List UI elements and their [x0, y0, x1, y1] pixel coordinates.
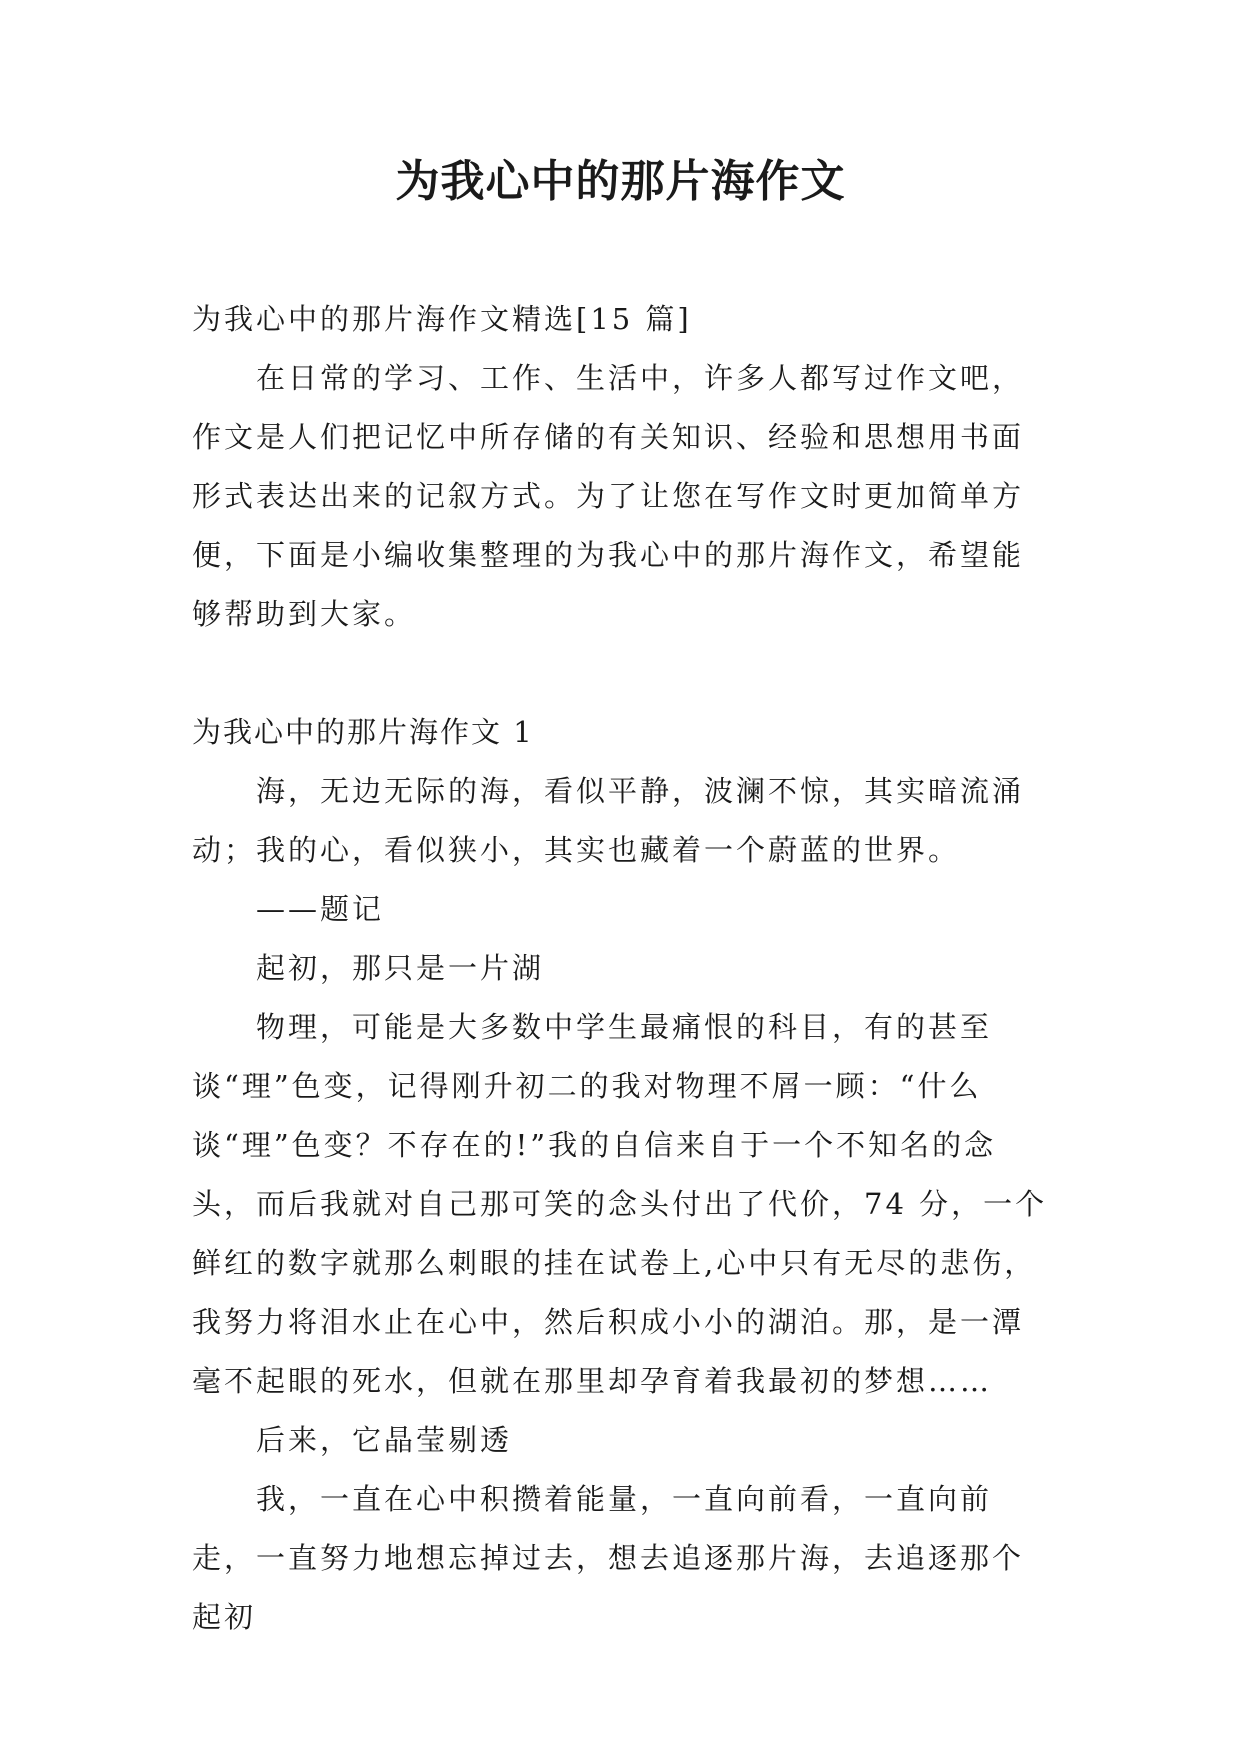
section-heading: 起初，那只是一片湖	[256, 951, 545, 985]
essay-paragraph: 物理，可能是大多数中学生最痛恨的科目，有的甚至谈“理”色变，记得刚升初二的我对物理不屑一顾：“什么谈“理”色变？不存在的!”我的自信来自于一个不知名的念头，而后我就对自己那可笑的念头付出了代价，74 分，一个鲜红的数字就那么刺眼的挂在试卷上,心中只有无尽的悲伤，我努力将泪水止在心中，然后积成小小的湖泊。那，是一潭毫不起眼的死水，但就在那里却孕育着我最初的梦想……	[192, 1010, 1048, 1398]
document-body	[192, 290, 1052, 1647]
essay-heading: 为我心中的那片海作文 1	[192, 715, 534, 749]
essay-paragraph: 海，无边无际的海，看似平静，波澜不惊，其实暗流涌动；我的心，看似狭小，其实也藏着一个蔚蓝的世界。	[192, 774, 1025, 867]
document-subtitle: 为我心中的那片海作文精选[15 篇]	[192, 302, 692, 336]
section-heading: 后来，它晶莹剔透	[256, 1423, 513, 1457]
document-title: 为我心中的那片海作文	[395, 156, 846, 207]
essay-paragraph: 我，一直在心中积攒着能量，一直向前看，一直向前走，一直努力地想忘掉过去，想去追逐那片海，去追逐那个起初	[192, 1482, 1025, 1634]
section-spacer	[192, 644, 1052, 703]
epigraph-attribution: ——题记	[256, 892, 385, 926]
intro-paragraph: 在日常的学习、工作、生活中，许多人都写过作文吧，作文是人们把记忆中所存储的有关知识、经验和思想用书面形式表达出来的记叙方式。为了让您在写作文时更加简单方便，下面是小编收集整理的为我心中的那片海作文，希望能够帮助到大家。	[192, 361, 1025, 631]
